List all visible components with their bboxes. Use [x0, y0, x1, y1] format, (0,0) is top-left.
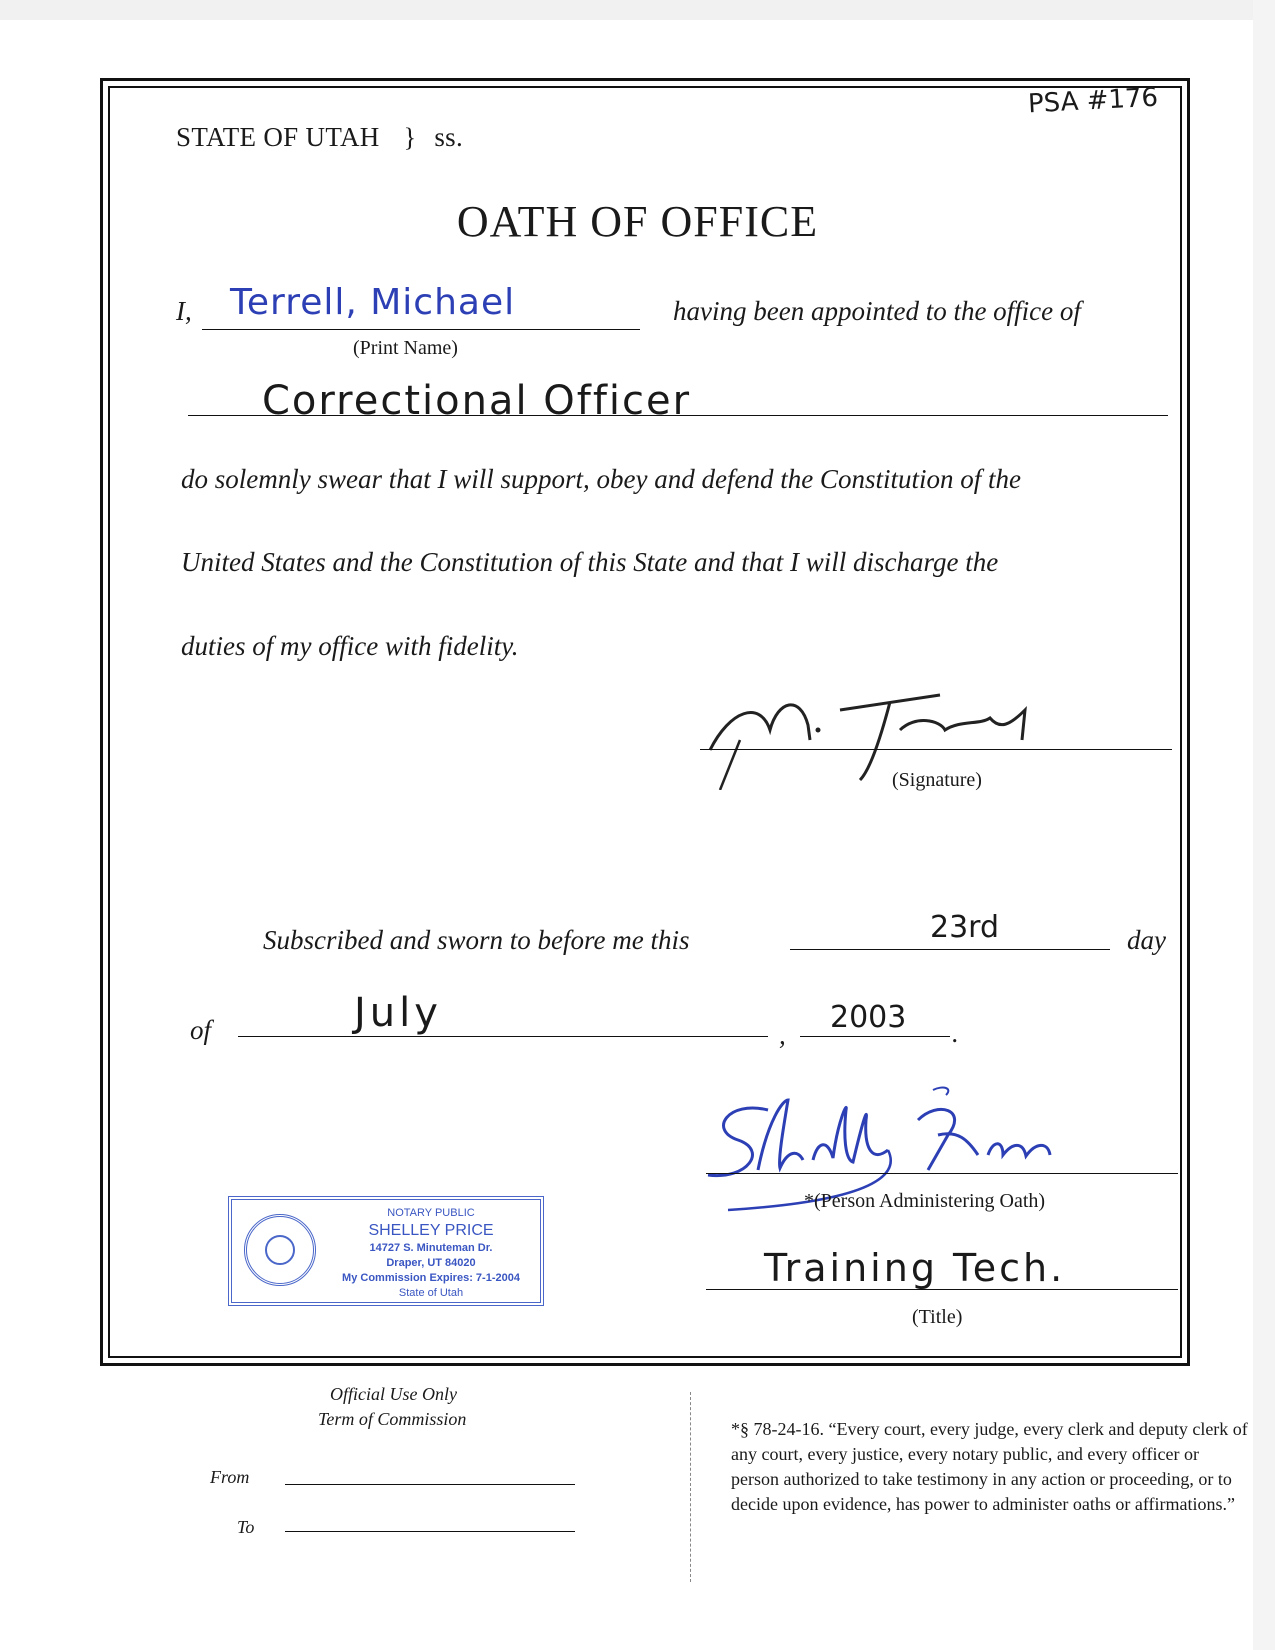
- office-line: [188, 415, 1168, 416]
- notary-label: NOTARY PUBLIC: [387, 1207, 475, 1219]
- day-value: 23rd: [930, 910, 1000, 945]
- year-line: [800, 1036, 950, 1037]
- signature-line: [700, 749, 1172, 750]
- appointed-text: having been appointed to the office of: [673, 296, 1081, 326]
- from-line: [285, 1484, 575, 1485]
- notary-stamp-text: [324, 1206, 538, 1301]
- notary-stamp: [228, 1196, 544, 1306]
- page-title: OATH OF OFFICE: [456, 197, 819, 246]
- notary-name: SHELLEY PRICE: [368, 1222, 494, 1239]
- notary-city: Draper, UT 84020: [386, 1257, 476, 1269]
- office-title: Correctional Officer: [262, 378, 692, 424]
- administrator-caption: *(Person Administering Oath): [804, 1190, 1046, 1212]
- print-name-caption: (Print Name): [353, 337, 458, 359]
- subscribed-text: Subscribed and sworn to before me this: [263, 925, 690, 955]
- oath-line-3: duties of my office with fidelity.: [181, 631, 519, 661]
- year-value: 2003: [830, 1000, 907, 1035]
- notary-state: State of Utah: [398, 1287, 464, 1299]
- printed-name: Terrell, Michael: [230, 282, 516, 323]
- officer-signature: [700, 680, 1080, 790]
- i-label: I,: [176, 296, 192, 326]
- name-line: [202, 329, 640, 330]
- bottom-divider: [690, 1392, 691, 1582]
- oath-line-2: United States and the Constitution of this State and that I will discharge the: [181, 547, 999, 577]
- from-label: From: [210, 1467, 250, 1487]
- official-use-heading: Official Use Only: [330, 1384, 457, 1404]
- state-seal-icon: [244, 1214, 316, 1286]
- title-line: [706, 1289, 1178, 1290]
- scan-edge-right: [1253, 0, 1275, 1650]
- administrator-title: Training Tech.: [764, 1246, 1066, 1290]
- statute-text: *§ 78-24-16. “Every court, every judge, every clerk and deputy clerk of any court, every justice, every notary public, and every officer or person authorized to take testimony in any action or proceeding, or to decide upon evidence, has power to administer oaths or affirmations.”: [731, 1419, 1248, 1514]
- venue-ss: ss.: [434, 122, 464, 152]
- signature-caption: (Signature): [892, 769, 982, 791]
- venue-brace: }: [403, 123, 417, 152]
- administrator-line: [706, 1173, 1178, 1174]
- month-value: July: [354, 990, 442, 1036]
- notary-address: 14727 S. Minuteman Dr.: [369, 1242, 493, 1254]
- state-heading: [176, 122, 463, 153]
- month-line: [238, 1036, 768, 1037]
- of-label: of: [190, 1015, 212, 1045]
- document-reference: PSA #176: [1027, 82, 1159, 120]
- day-line: [790, 949, 1110, 950]
- month-comma: ,: [779, 1020, 786, 1050]
- year-period: .: [952, 1018, 959, 1048]
- title-caption: (Title): [912, 1306, 963, 1328]
- to-label: To: [237, 1517, 255, 1537]
- state-name: STATE OF UTAH: [176, 122, 380, 152]
- term-heading: Term of Commission: [318, 1409, 467, 1429]
- notary-commission: My Commission Expires: 7-1-2004: [342, 1272, 520, 1284]
- day-label: day: [1127, 925, 1166, 955]
- oath-line-1: do solemnly swear that I will support, obey and defend the Constitution of the: [181, 464, 1021, 494]
- to-line: [285, 1531, 575, 1532]
- scan-edge-top: [0, 0, 1275, 20]
